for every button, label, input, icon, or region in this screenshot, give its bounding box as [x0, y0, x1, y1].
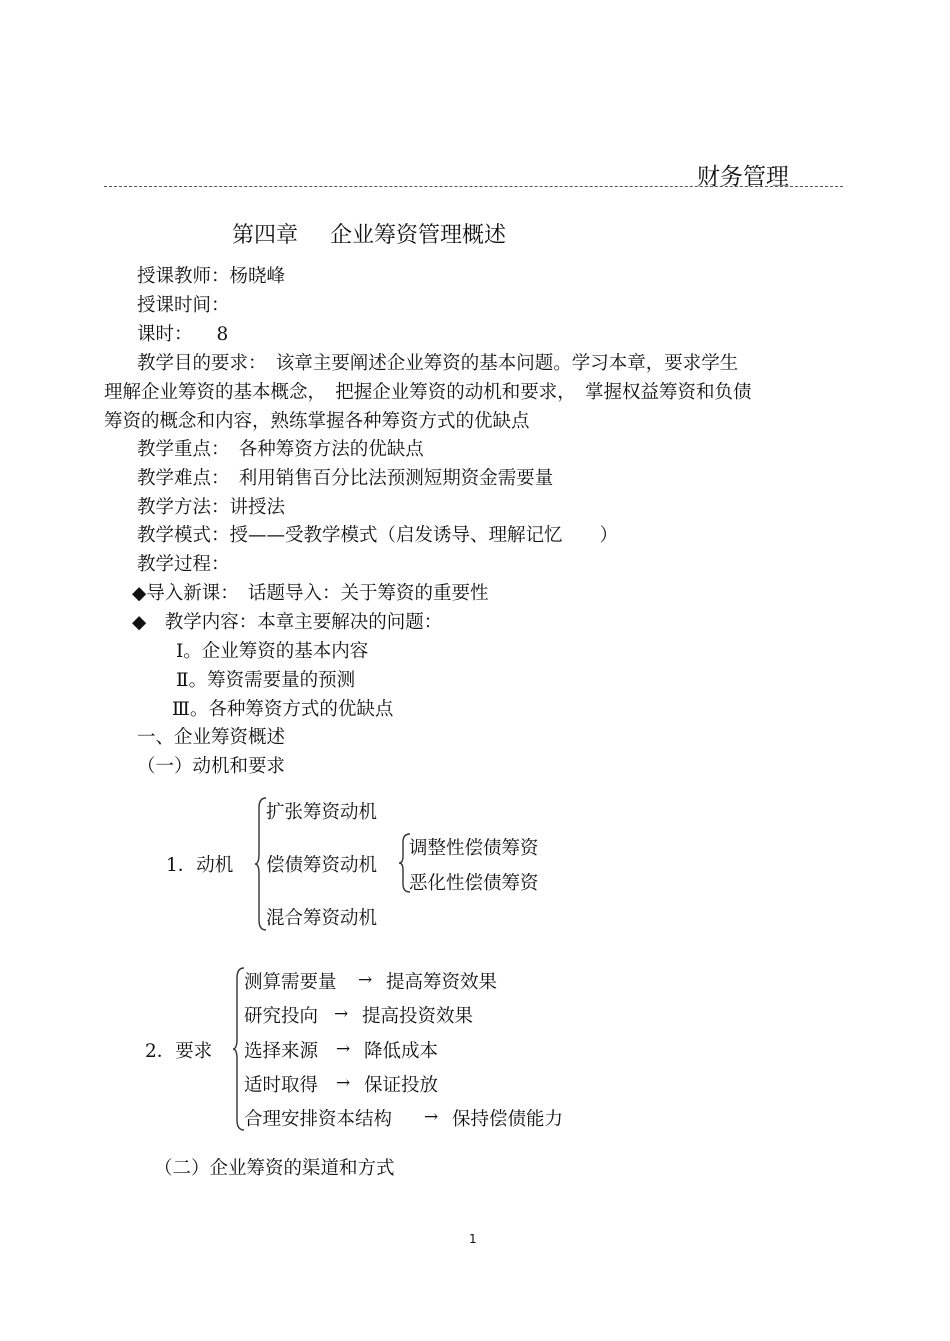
chapter-number: 第四章	[232, 223, 299, 248]
difficulty-line: 教学难点： 利用销售百分比法预测短期资金需要量	[137, 468, 554, 489]
arrow-icon: →	[358, 970, 373, 990]
content-item: Ⅱ。筹资需要量的预测	[176, 670, 356, 691]
require-result: 提高筹资效果	[386, 972, 498, 993]
require-item: 选择来源	[244, 1041, 319, 1062]
intro-lead-line: ◆导入新课： 话题导入：关于筹资的重要性	[132, 583, 489, 604]
require-result: 降低成本	[364, 1041, 439, 1062]
page-number: 1	[469, 1232, 477, 1246]
require-result: 保证投放	[364, 1075, 439, 1096]
teacher-line: 授课教师：杨晓峰	[137, 266, 286, 287]
content-item: Ⅰ。企业筹资的基本内容	[176, 641, 369, 662]
debt-motive-item: 调整性偿债筹资	[409, 838, 539, 859]
goal-line-2: 理解企业筹资的基本概念， 把握企业筹资的动机和要求， 掌握权益筹资和负债	[104, 382, 752, 403]
content-item: Ⅲ。各种筹资方式的优缺点	[172, 699, 394, 720]
subsection-heading: （一）动机和要求	[137, 756, 286, 777]
key-point-line: 教学重点： 各种筹资方法的优缺点	[137, 439, 424, 460]
content-line: ◆ 教学内容：本章主要解决的问题：	[132, 612, 443, 633]
motive-item: 偿债筹资动机	[266, 855, 378, 876]
arrow-icon: →	[336, 1039, 351, 1059]
require-label: 2．要求	[145, 1041, 213, 1062]
chapter-name: 企业筹资管理概述	[330, 223, 507, 248]
require-result: 提高投资效果	[362, 1006, 474, 1027]
process-line: 教学过程：	[137, 554, 230, 575]
mode-line: 教学模式：授——受教学模式（启发诱导、理解记忆 ）	[137, 525, 619, 546]
hours-line	[137, 320, 228, 346]
require-item: 研究投向	[244, 1006, 319, 1027]
time-line: 授课时间：	[137, 295, 230, 316]
goal-line-1: 教学目的要求： 该章主要阐述企业筹资的基本问题。学习本章，要求学生	[137, 353, 739, 374]
hours-value: 8	[216, 324, 229, 345]
require-result: 保持偿债能力	[452, 1109, 564, 1130]
motive-item: 扩张筹资动机	[266, 802, 378, 823]
arrow-icon: →	[334, 1004, 349, 1024]
arrow-icon: →	[424, 1107, 439, 1127]
header-divider	[104, 186, 843, 187]
section-heading: 一、企业筹资概述	[137, 727, 286, 748]
chapter-title	[232, 218, 506, 249]
motive-label: 1．动机	[166, 855, 234, 876]
course-header: 财务管理	[697, 164, 789, 190]
subsection-heading: （二）企业筹资的渠道和方式	[154, 1158, 395, 1179]
motive-item: 混合筹资动机	[266, 908, 378, 929]
debt-motive-item: 恶化性偿债筹资	[409, 873, 539, 894]
method-line: 教学方法：讲授法	[137, 497, 286, 518]
require-item: 适时取得	[244, 1075, 319, 1096]
require-item: 合理安排资本结构	[244, 1109, 393, 1130]
hours-label: 课时：	[137, 324, 193, 345]
goal-line-3: 筹资的概念和内容，熟练掌握各种筹资方式的优缺点	[104, 411, 530, 432]
require-item: 测算需要量	[244, 972, 337, 993]
arrow-icon: →	[336, 1073, 351, 1093]
